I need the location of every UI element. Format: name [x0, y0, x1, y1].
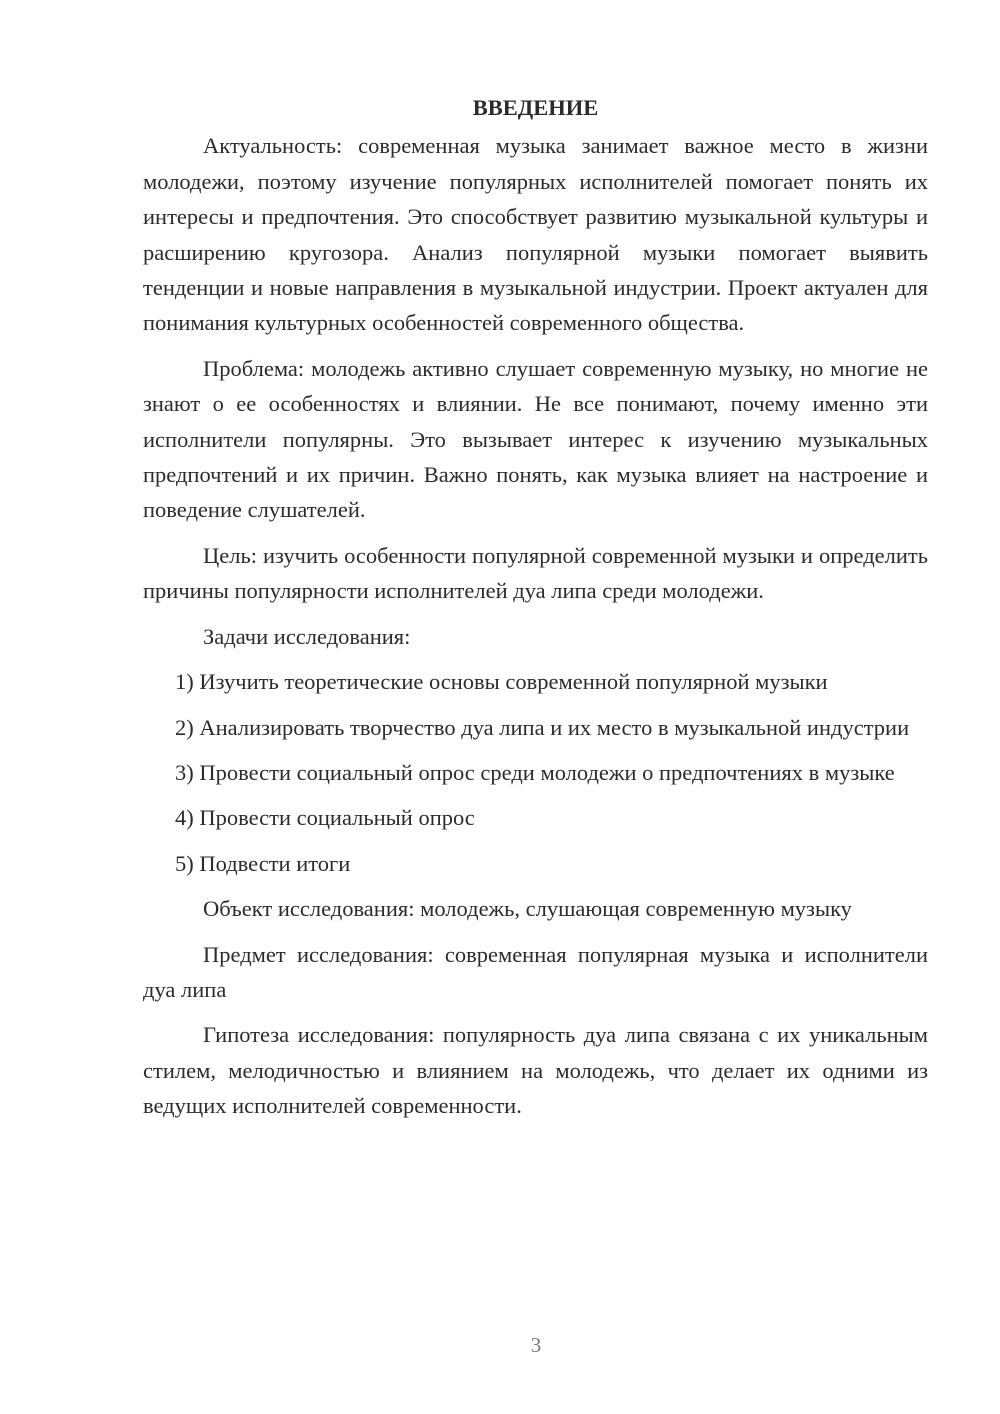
task-item: 5) Подвести итоги	[175, 850, 351, 876]
goal-paragraph: Цель: изучить особенности популярной современной музыки и определить причины популярности исполнителей дуа липа среди молодежи.	[143, 542, 928, 604]
object-paragraph: Объект исследования: молодежь, слушающая современную музыку	[203, 896, 852, 922]
relevance-paragraph: Актуальность: современная музыка занимает важное место в жизни молодежи, поэтому изучение популярных исполнителей помогает понять их интересы и предпочтения. Это способствует развитию музыкальной культуры и расширению кругозора. Анализ популярной музыки помогает выявить тенденции и новые направления в музыкальной индустрии. Проект актуален для понимания культурных особенностей современного общества.	[143, 133, 928, 336]
hypothesis-paragraph: Гипотеза исследования: популярность дуа липа связана с их уникальным стилем, мелодичностью и влиянием на молодежь, что делает их одними из ведущих исполнителей современности.	[143, 1022, 928, 1119]
page-number: 3	[530, 1333, 542, 1357]
section-title: ВВЕДЕНИЕ	[472, 95, 599, 120]
task-item: 1) Изучить теоретические основы современной популярной музыки	[175, 669, 828, 695]
subject-paragraph: Предмет исследования: современная популярная музыка и исполнители дуа липа	[143, 941, 928, 1002]
problem-paragraph: Проблема: молодежь активно слушает современную музыку, но многие не знают о ее особенностях и влиянии. Не все понимают, почему именно эти исполнители популярны. Это вызывает интерес к изучению музыкальных предпочтений и их причин. Важно понять, как музыка влияет на настроение и поведение слушателей.	[143, 355, 928, 523]
task-item: 2) Анализировать творчество дуа липа и их место в музыкальной индустрии	[175, 714, 910, 740]
tasks-heading: Задачи исследования:	[203, 623, 411, 649]
task-item: 3) Провести социальный опрос среди молодежи о предпочтениях в музыке	[175, 759, 895, 785]
task-item: 4) Провести социальный опрос	[175, 805, 475, 831]
document-body	[143, 90, 928, 1134]
